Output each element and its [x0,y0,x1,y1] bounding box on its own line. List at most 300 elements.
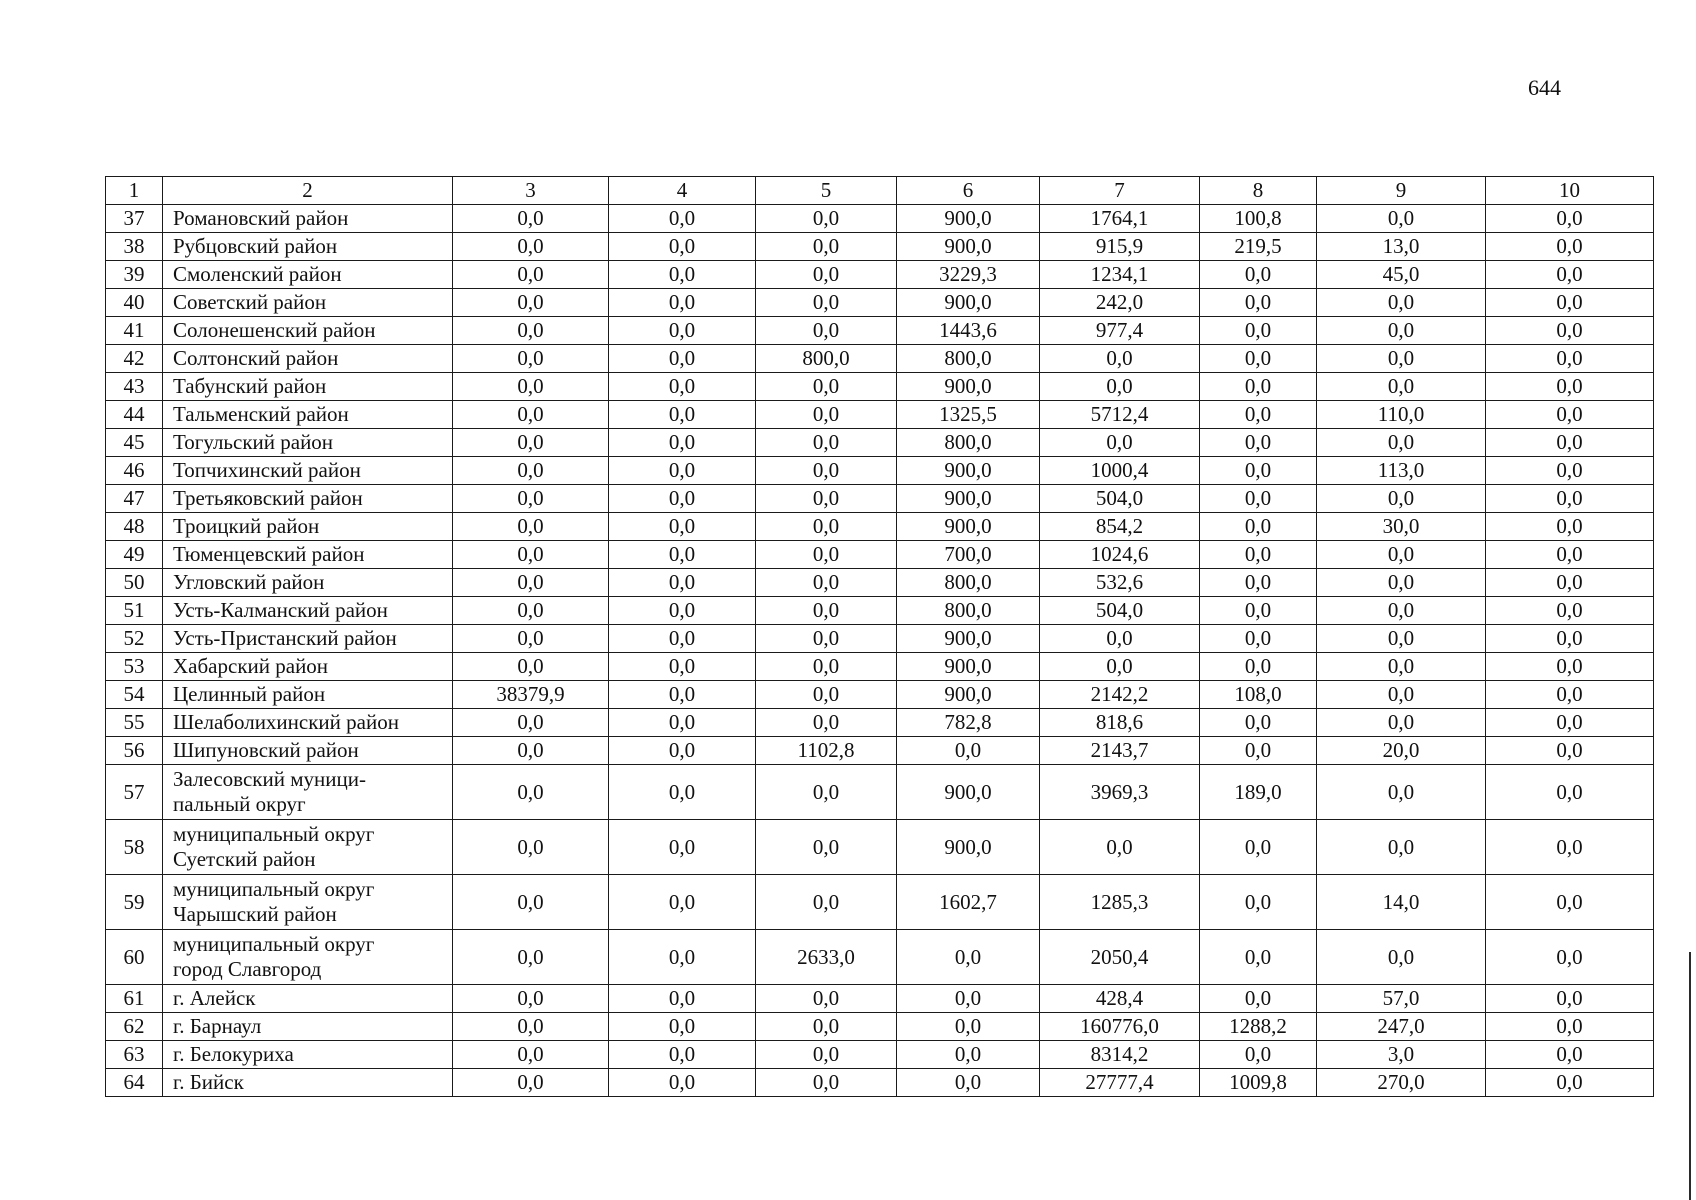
value-cell-col9: 0,0 [1317,709,1486,737]
row-number-cell: 63 [106,1041,163,1069]
value-cell-col8: 0,0 [1200,401,1317,429]
row-number-cell: 51 [106,597,163,625]
value-cell-col9: 0,0 [1317,625,1486,653]
table-row [106,597,1654,625]
municipality-name-cell: Табунский район [163,373,453,401]
value-cell-col7: 818,6 [1040,709,1200,737]
value-cell-col8: 0,0 [1200,625,1317,653]
value-cell-col10: 0,0 [1486,737,1654,765]
value-cell-col3: 0,0 [453,429,609,457]
table-row [106,569,1654,597]
value-cell-col10: 0,0 [1486,261,1654,289]
value-cell-col3: 0,0 [453,261,609,289]
value-cell-col3: 0,0 [453,513,609,541]
value-cell-col4: 0,0 [609,373,756,401]
value-cell-col8: 0,0 [1200,875,1317,930]
value-cell-col8: 0,0 [1200,569,1317,597]
value-cell-col9: 0,0 [1317,569,1486,597]
value-cell-col3: 0,0 [453,709,609,737]
table-row [106,513,1654,541]
value-cell-col8: 0,0 [1200,289,1317,317]
table-row [106,233,1654,261]
value-cell-col5: 0,0 [756,317,897,345]
header-cell: 7 [1040,177,1200,205]
value-cell-col8: 0,0 [1200,1041,1317,1069]
data-table [105,176,1654,1097]
header-cell: 6 [897,177,1040,205]
value-cell-col9: 0,0 [1317,930,1486,985]
value-cell-col5: 800,0 [756,345,897,373]
value-cell-col7: 5712,4 [1040,401,1200,429]
value-cell-col8: 0,0 [1200,317,1317,345]
value-cell-col8: 100,8 [1200,205,1317,233]
municipality-name-cell: г. Белокуриха [163,1041,453,1069]
row-number-cell: 38 [106,233,163,261]
value-cell-col6: 900,0 [897,820,1040,875]
municipality-name-cell: муниципальный округ Суетский район [163,820,453,875]
value-cell-col4: 0,0 [609,205,756,233]
value-cell-col7: 0,0 [1040,429,1200,457]
municipality-name-cell: Угловский район [163,569,453,597]
value-cell-col9: 0,0 [1317,289,1486,317]
value-cell-col7: 0,0 [1040,653,1200,681]
value-cell-col4: 0,0 [609,345,756,373]
value-cell-col7: 8314,2 [1040,1041,1200,1069]
value-cell-col4: 0,0 [609,653,756,681]
table-row [106,820,1654,875]
value-cell-col7: 532,6 [1040,569,1200,597]
scan-edge-mark [1689,952,1691,1200]
row-number-cell: 41 [106,317,163,345]
table-row [106,457,1654,485]
table-row [106,205,1654,233]
value-cell-col9: 45,0 [1317,261,1486,289]
value-cell-col3: 0,0 [453,820,609,875]
header-cell: 5 [756,177,897,205]
value-cell-col5: 2633,0 [756,930,897,985]
value-cell-col10: 0,0 [1486,233,1654,261]
table-row [106,875,1654,930]
municipality-name-cell: Тогульский район [163,429,453,457]
value-cell-col5: 0,0 [756,541,897,569]
value-cell-col3: 0,0 [453,457,609,485]
value-cell-col7: 1764,1 [1040,205,1200,233]
value-cell-col7: 242,0 [1040,289,1200,317]
value-cell-col10: 0,0 [1486,681,1654,709]
value-cell-col10: 0,0 [1486,1041,1654,1069]
value-cell-col6: 800,0 [897,597,1040,625]
municipality-name-cell: Солонешенский район [163,317,453,345]
value-cell-col5: 0,0 [756,1041,897,1069]
value-cell-col3: 0,0 [453,737,609,765]
row-number-cell: 55 [106,709,163,737]
value-cell-col10: 0,0 [1486,625,1654,653]
value-cell-col9: 14,0 [1317,875,1486,930]
value-cell-col8: 1009,8 [1200,1069,1317,1097]
value-cell-col8: 0,0 [1200,429,1317,457]
value-cell-col3: 0,0 [453,289,609,317]
header-cell: 8 [1200,177,1317,205]
value-cell-col3: 0,0 [453,765,609,820]
value-cell-col4: 0,0 [609,875,756,930]
municipality-name-cell: Тальменский район [163,401,453,429]
table-row [106,345,1654,373]
value-cell-col6: 0,0 [897,1013,1040,1041]
value-cell-col6: 900,0 [897,205,1040,233]
value-cell-col9: 0,0 [1317,681,1486,709]
value-cell-col9: 270,0 [1317,1069,1486,1097]
value-cell-col3: 0,0 [453,205,609,233]
value-cell-col8: 0,0 [1200,457,1317,485]
value-cell-col9: 0,0 [1317,317,1486,345]
value-cell-col9: 0,0 [1317,765,1486,820]
value-cell-col9: 3,0 [1317,1041,1486,1069]
value-cell-col7: 160776,0 [1040,1013,1200,1041]
value-cell-col7: 27777,4 [1040,1069,1200,1097]
table-body [106,177,1654,1097]
municipality-name-cell: Усть-Пристанский район [163,625,453,653]
row-number-cell: 49 [106,541,163,569]
value-cell-col5: 0,0 [756,289,897,317]
header-cell: 3 [453,177,609,205]
value-cell-col7: 1024,6 [1040,541,1200,569]
value-cell-col3: 0,0 [453,401,609,429]
value-cell-col3: 0,0 [453,625,609,653]
municipality-name-cell: Усть-Калманский район [163,597,453,625]
value-cell-col5: 0,0 [756,261,897,289]
value-cell-col3: 0,0 [453,485,609,513]
value-cell-col4: 0,0 [609,1069,756,1097]
value-cell-col4: 0,0 [609,820,756,875]
value-cell-col10: 0,0 [1486,429,1654,457]
value-cell-col9: 13,0 [1317,233,1486,261]
row-number-cell: 53 [106,653,163,681]
value-cell-col9: 0,0 [1317,205,1486,233]
table-row [106,373,1654,401]
value-cell-col4: 0,0 [609,401,756,429]
value-cell-col5: 0,0 [756,1069,897,1097]
table-row [106,709,1654,737]
value-cell-col10: 0,0 [1486,345,1654,373]
value-cell-col9: 30,0 [1317,513,1486,541]
row-number-cell: 54 [106,681,163,709]
municipality-name-cell: Романовский район [163,205,453,233]
value-cell-col8: 0,0 [1200,985,1317,1013]
value-cell-col9: 0,0 [1317,820,1486,875]
value-cell-col5: 0,0 [756,681,897,709]
value-cell-col8: 0,0 [1200,709,1317,737]
value-cell-col8: 0,0 [1200,513,1317,541]
table-row [106,261,1654,289]
value-cell-col9: 247,0 [1317,1013,1486,1041]
header-cell: 1 [106,177,163,205]
value-cell-col6: 0,0 [897,930,1040,985]
value-cell-col6: 3229,3 [897,261,1040,289]
value-cell-col7: 2050,4 [1040,930,1200,985]
value-cell-col8: 189,0 [1200,765,1317,820]
value-cell-col10: 0,0 [1486,985,1654,1013]
row-number-cell: 44 [106,401,163,429]
value-cell-col7: 1234,1 [1040,261,1200,289]
value-cell-col5: 0,0 [756,569,897,597]
value-cell-col10: 0,0 [1486,930,1654,985]
value-cell-col3: 0,0 [453,373,609,401]
value-cell-col3: 0,0 [453,653,609,681]
value-cell-col10: 0,0 [1486,653,1654,681]
header-cell: 10 [1486,177,1654,205]
row-number-cell: 58 [106,820,163,875]
value-cell-col7: 2143,7 [1040,737,1200,765]
value-cell-col10: 0,0 [1486,569,1654,597]
table-row [106,653,1654,681]
municipality-name-cell: Смоленский район [163,261,453,289]
value-cell-col7: 1000,4 [1040,457,1200,485]
municipality-name-cell: Топчихинский район [163,457,453,485]
value-cell-col6: 0,0 [897,1069,1040,1097]
value-cell-col3: 0,0 [453,569,609,597]
value-cell-col10: 0,0 [1486,485,1654,513]
value-cell-col4: 0,0 [609,737,756,765]
value-cell-col7: 0,0 [1040,625,1200,653]
value-cell-col3: 0,0 [453,345,609,373]
row-number-cell: 57 [106,765,163,820]
value-cell-col7: 977,4 [1040,317,1200,345]
value-cell-col10: 0,0 [1486,541,1654,569]
value-cell-col10: 0,0 [1486,373,1654,401]
value-cell-col4: 0,0 [609,985,756,1013]
value-cell-col3: 0,0 [453,1041,609,1069]
row-number-cell: 39 [106,261,163,289]
value-cell-col7: 2142,2 [1040,681,1200,709]
value-cell-col6: 900,0 [897,513,1040,541]
value-cell-col4: 0,0 [609,1041,756,1069]
value-cell-col4: 0,0 [609,597,756,625]
value-cell-col10: 0,0 [1486,597,1654,625]
value-cell-col5: 0,0 [756,513,897,541]
table-header-row [106,177,1654,205]
header-cell: 9 [1317,177,1486,205]
value-cell-col7: 854,2 [1040,513,1200,541]
value-cell-col4: 0,0 [609,429,756,457]
municipality-name-cell: Хабарский район [163,653,453,681]
value-cell-col6: 1325,5 [897,401,1040,429]
table-row [106,541,1654,569]
value-cell-col5: 0,0 [756,875,897,930]
value-cell-col5: 0,0 [756,401,897,429]
row-number-cell: 59 [106,875,163,930]
municipality-name-cell: Солтонский район [163,345,453,373]
value-cell-col7: 504,0 [1040,597,1200,625]
value-cell-col3: 0,0 [453,233,609,261]
row-number-cell: 61 [106,985,163,1013]
value-cell-col5: 0,0 [756,429,897,457]
value-cell-col6: 900,0 [897,373,1040,401]
table-row [106,737,1654,765]
value-cell-col6: 900,0 [897,457,1040,485]
value-cell-col8: 0,0 [1200,930,1317,985]
value-cell-col7: 0,0 [1040,345,1200,373]
value-cell-col7: 915,9 [1040,233,1200,261]
row-number-cell: 43 [106,373,163,401]
value-cell-col10: 0,0 [1486,1013,1654,1041]
row-number-cell: 46 [106,457,163,485]
value-cell-col3: 0,0 [453,930,609,985]
value-cell-col4: 0,0 [609,485,756,513]
value-cell-col9: 0,0 [1317,429,1486,457]
municipality-name-cell: Рубцовский район [163,233,453,261]
row-number-cell: 52 [106,625,163,653]
value-cell-col10: 0,0 [1486,317,1654,345]
value-cell-col9: 0,0 [1317,541,1486,569]
value-cell-col8: 0,0 [1200,597,1317,625]
value-cell-col3: 0,0 [453,317,609,345]
value-cell-col6: 900,0 [897,233,1040,261]
value-cell-col4: 0,0 [609,681,756,709]
value-cell-col6: 900,0 [897,765,1040,820]
row-number-cell: 50 [106,569,163,597]
value-cell-col4: 0,0 [609,1013,756,1041]
value-cell-col5: 0,0 [756,765,897,820]
row-number-cell: 56 [106,737,163,765]
value-cell-col4: 0,0 [609,233,756,261]
value-cell-col6: 900,0 [897,485,1040,513]
value-cell-col4: 0,0 [609,541,756,569]
value-cell-col10: 0,0 [1486,709,1654,737]
municipality-name-cell: Целинный район [163,681,453,709]
value-cell-col5: 0,0 [756,457,897,485]
value-cell-col6: 800,0 [897,429,1040,457]
value-cell-col8: 0,0 [1200,345,1317,373]
value-cell-col6: 1443,6 [897,317,1040,345]
value-cell-col10: 0,0 [1486,1069,1654,1097]
value-cell-col6: 0,0 [897,985,1040,1013]
table-row [106,930,1654,985]
value-cell-col3: 0,0 [453,541,609,569]
municipality-name-cell: Залесовский муници- пальный округ [163,765,453,820]
value-cell-col4: 0,0 [609,569,756,597]
value-cell-col4: 0,0 [609,765,756,820]
value-cell-col4: 0,0 [609,625,756,653]
value-cell-col6: 0,0 [897,737,1040,765]
row-number-cell: 62 [106,1013,163,1041]
municipality-name-cell: г. Барнаул [163,1013,453,1041]
value-cell-col4: 0,0 [609,317,756,345]
value-cell-col3: 0,0 [453,597,609,625]
value-cell-col3: 0,0 [453,1069,609,1097]
value-cell-col8: 0,0 [1200,820,1317,875]
row-number-cell: 48 [106,513,163,541]
value-cell-col9: 113,0 [1317,457,1486,485]
value-cell-col9: 0,0 [1317,373,1486,401]
value-cell-col8: 1288,2 [1200,1013,1317,1041]
value-cell-col4: 0,0 [609,930,756,985]
table-row [106,625,1654,653]
value-cell-col6: 0,0 [897,1041,1040,1069]
value-cell-col5: 0,0 [756,373,897,401]
row-number-cell: 64 [106,1069,163,1097]
value-cell-col7: 504,0 [1040,485,1200,513]
value-cell-col5: 0,0 [756,597,897,625]
row-number-cell: 60 [106,930,163,985]
value-cell-col4: 0,0 [609,709,756,737]
value-cell-col5: 0,0 [756,205,897,233]
municipality-name-cell: Тюменцевский район [163,541,453,569]
table-row [106,985,1654,1013]
value-cell-col4: 0,0 [609,513,756,541]
value-cell-col6: 1602,7 [897,875,1040,930]
value-cell-col9: 0,0 [1317,485,1486,513]
value-cell-col10: 0,0 [1486,765,1654,820]
value-cell-col3: 0,0 [453,985,609,1013]
value-cell-col3: 0,0 [453,1013,609,1041]
municipality-name-cell: Шипуновский район [163,737,453,765]
value-cell-col3: 0,0 [453,875,609,930]
table-row [106,317,1654,345]
value-cell-col10: 0,0 [1486,205,1654,233]
municipality-name-cell: Троицкий район [163,513,453,541]
table-row [106,429,1654,457]
table-row [106,1041,1654,1069]
value-cell-col5: 0,0 [756,485,897,513]
value-cell-col5: 0,0 [756,233,897,261]
row-number-cell: 47 [106,485,163,513]
value-cell-col8: 0,0 [1200,485,1317,513]
value-cell-col6: 800,0 [897,569,1040,597]
value-cell-col9: 20,0 [1317,737,1486,765]
row-number-cell: 37 [106,205,163,233]
value-cell-col9: 57,0 [1317,985,1486,1013]
value-cell-col10: 0,0 [1486,457,1654,485]
municipality-name-cell: Третьяковский район [163,485,453,513]
value-cell-col10: 0,0 [1486,875,1654,930]
value-cell-col8: 108,0 [1200,681,1317,709]
table-row [106,1069,1654,1097]
value-cell-col9: 0,0 [1317,345,1486,373]
row-number-cell: 40 [106,289,163,317]
value-cell-col8: 0,0 [1200,373,1317,401]
row-number-cell: 42 [106,345,163,373]
table-row [106,401,1654,429]
value-cell-col9: 110,0 [1317,401,1486,429]
value-cell-col10: 0,0 [1486,401,1654,429]
value-cell-col5: 0,0 [756,1013,897,1041]
value-cell-col10: 0,0 [1486,289,1654,317]
table-row [106,1013,1654,1041]
value-cell-col9: 0,0 [1317,653,1486,681]
value-cell-col6: 900,0 [897,625,1040,653]
value-cell-col6: 800,0 [897,345,1040,373]
value-cell-col4: 0,0 [609,289,756,317]
value-cell-col6: 700,0 [897,541,1040,569]
value-cell-col5: 0,0 [756,820,897,875]
value-cell-col8: 0,0 [1200,261,1317,289]
value-cell-col5: 1102,8 [756,737,897,765]
value-cell-col5: 0,0 [756,709,897,737]
page-number: 644 [1528,75,1561,100]
value-cell-col6: 900,0 [897,681,1040,709]
value-cell-col8: 219,5 [1200,233,1317,261]
header-cell: 2 [163,177,453,205]
value-cell-col5: 0,0 [756,985,897,1013]
value-cell-col7: 428,4 [1040,985,1200,1013]
municipality-name-cell: муниципальный округ Чарышский район [163,875,453,930]
table-row [106,681,1654,709]
municipality-name-cell: муниципальный округ город Славгород [163,930,453,985]
municipality-name-cell: г. Алейск [163,985,453,1013]
table-row [106,289,1654,317]
value-cell-col6: 900,0 [897,289,1040,317]
value-cell-col6: 782,8 [897,709,1040,737]
